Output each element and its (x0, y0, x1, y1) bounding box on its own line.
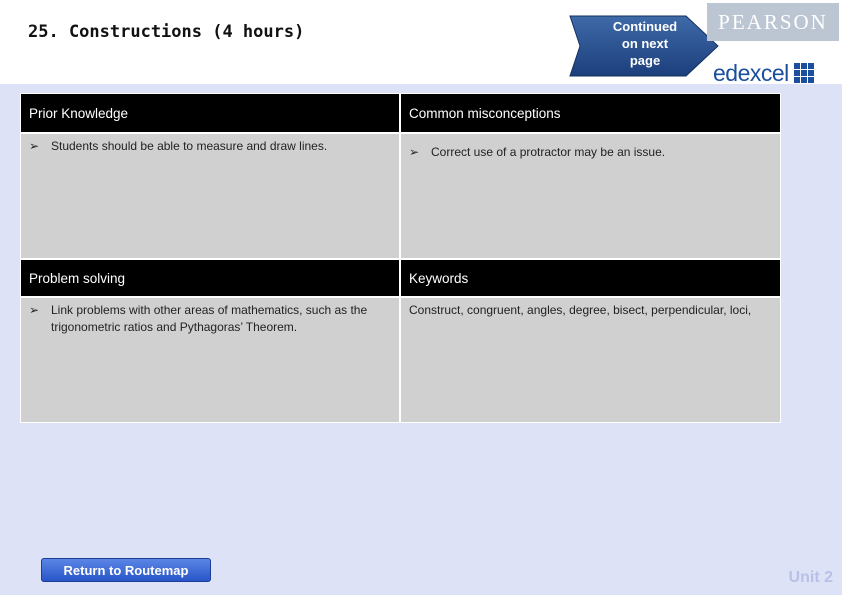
arrow-bullet-icon: ➢ (409, 145, 420, 159)
arrow-bullet-icon: ➢ (29, 139, 40, 153)
page-title: 25. Constructions (4 hours) (28, 22, 305, 42)
prior-knowledge-cell (20, 133, 400, 259)
edexcel-grid-icon (794, 63, 814, 83)
edexcel-logo (707, 60, 839, 86)
prior-knowledge-heading: Prior Knowledge (20, 93, 400, 133)
list-item: ➢ Students should be able to measure and draw lines. (29, 139, 328, 153)
misconceptions-heading: Common misconceptions (400, 93, 781, 133)
continued-on-next-page-label[interactable]: Continued on next page (612, 19, 678, 68)
problem-solving-cell (20, 297, 400, 423)
keywords-text: Construct, congruent, angles, degree, bisect, perpendicular, loci, (409, 303, 752, 317)
list-item: ➢ Link problems with other areas of mathematics, such as the trigonometric ratios and Pythagoras’ Theorem. (29, 303, 368, 334)
unit-label: Unit 2 (788, 569, 833, 586)
edexcel-wordmark: edexcel (713, 60, 789, 86)
arrow-bullet-icon: ➢ (29, 303, 40, 317)
return-to-routemap-button[interactable]: Return to Routemap (41, 558, 211, 582)
misconceptions-cell (400, 133, 781, 259)
info-table (20, 93, 781, 423)
list-item: ➢ Correct use of a protractor may be an issue. (409, 145, 666, 159)
problem-solving-heading: Problem solving (20, 259, 400, 297)
header-bar (0, 0, 842, 84)
keywords-heading: Keywords (400, 259, 781, 297)
keywords-cell (400, 297, 781, 423)
pearson-logo: PEARSON (707, 3, 839, 41)
